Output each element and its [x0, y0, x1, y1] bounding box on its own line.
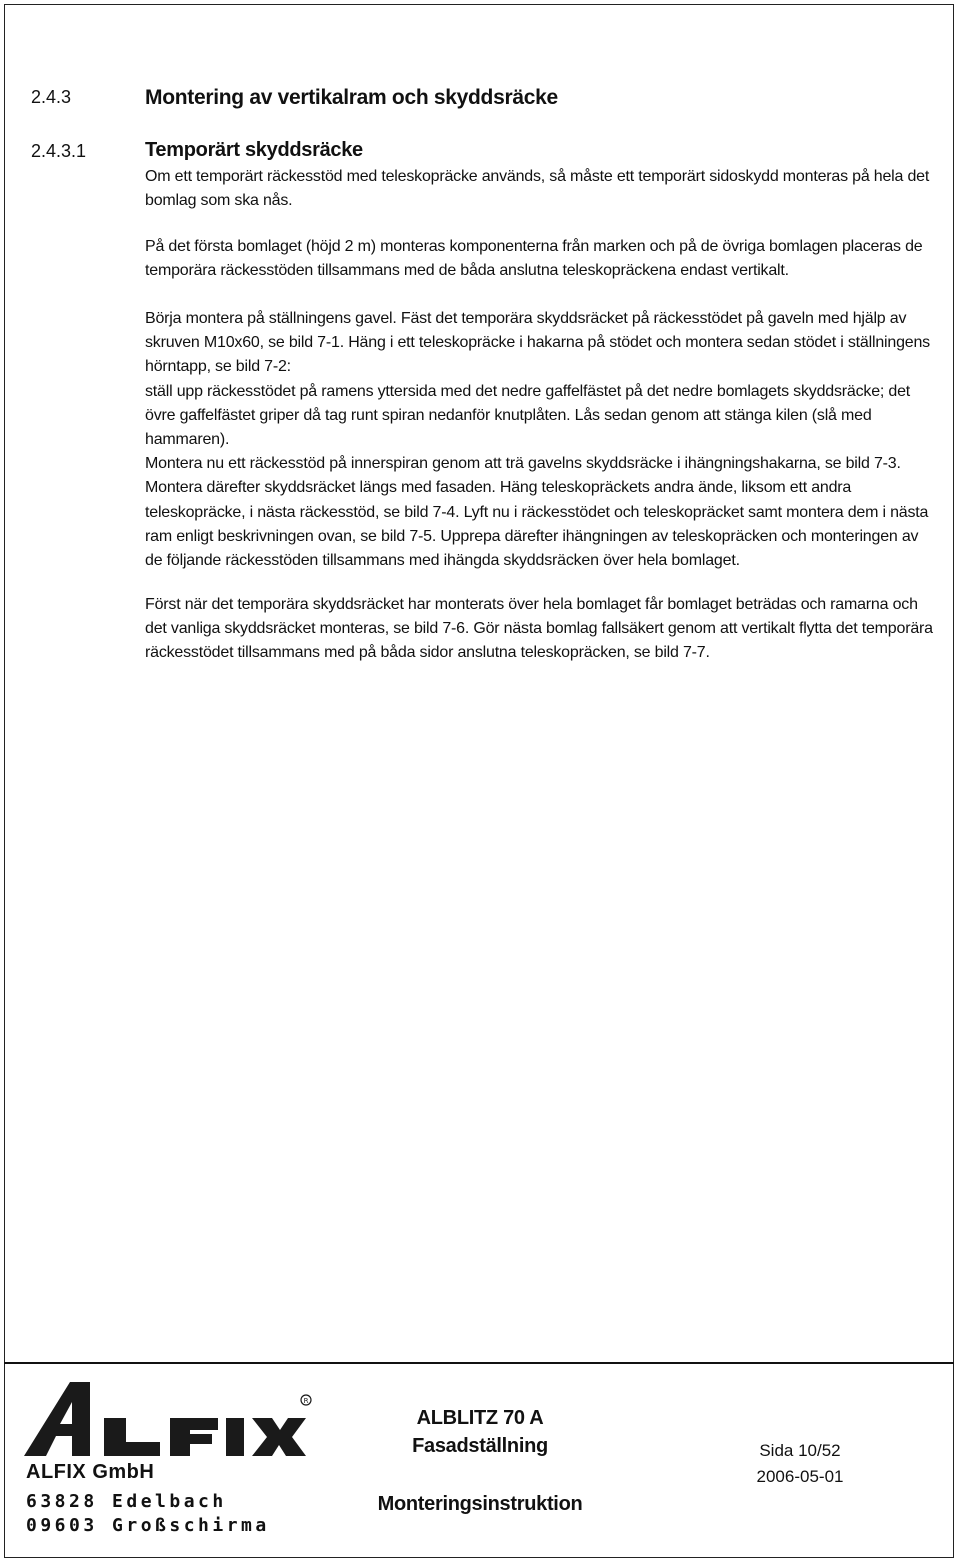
paragraph-first-bomlag: På det första bomlaget (höjd 2 m) monteras komponenterna från marken och på de övriga bomlagen placeras de temporära räckesstöden tillsammans med de båda anslutna teleskopräckena endast vertikalt.: [145, 238, 923, 280]
alfix-wordmark-logo: [22, 1378, 312, 1458]
logo-address-line-2: 09603 Großschirma: [26, 1515, 270, 1536]
svg-text:R: R: [303, 1397, 309, 1405]
subsection-number: 2.4.3.1: [31, 141, 87, 161]
section-title: Montering av vertikalram och skyddsräcke: [145, 86, 558, 109]
footer-date: 2006-05-01: [756, 1467, 844, 1486]
subsection-title: Temporärt skyddsräcke: [145, 139, 363, 161]
footer-document-type: Monteringsinstruktion: [377, 1493, 583, 1515]
paragraph-final: Först när det temporära skyddsräcket har monterats över hela bomlaget får bomlaget beträdas och ramarna och det vanliga skyddsräcket monteras, se bild 7-6. Gör nästa bomlag fallsäkert genom att vertikalt flytta det temporära räckesstödet tillsammans med på båda sidor anslutna teleskopräcken, se bild 7-7.: [145, 596, 933, 662]
assembly-step-continuation: Montera nu ett räckesstöd på innerspiran genom att trä gavelns skyddsräcke i ihängningshakarna, se bild 7-3. Montera därefter skyddsräcket längs med fasaden. Häng teleskopräckets andra ände, liksom ett andra teleskopräcke, i nästa räckesstöd, se bild 7-4. Lyft nu i räckesstödet och teleskopräcket samt montera dem i nästa ram enligt beskrivningen ovan, se bild 7-5. Upprepa därefter ihängningen av teleskopräcken och monteringen av de följande räckesstöden tillsammans med ihängda skyddsräcken över hela bomlaget.: [145, 455, 929, 570]
footer-product-name: ALBLITZ 70 A: [416, 1407, 544, 1429]
assembly-step-gavel: Börja montera på ställningens gavel. Fäst det temporära skyddsräcket på räckesstödet på gaveln med hjälp av skruven M10x60, se bild 7-1. Häng i ett teleskopräcke i hakarna på stödet och montera sedan stödet i ställningens hörntapp, se bild 7-2:: [145, 310, 930, 376]
section-number: 2.4.3: [31, 87, 72, 107]
intro-paragraph: Om ett temporärt räckesstöd med teleskopräcke används, så måste ett temporärt sidoskydd monteras på hela det bomlag som ska nås.: [145, 168, 930, 210]
footer-product-type: Fasadställning: [412, 1435, 548, 1457]
paragraph-assembly-steps: [145, 307, 935, 573]
footer-divider: [4, 1362, 954, 1364]
logo-address-line-1: 63828 Edelbach: [26, 1491, 227, 1512]
footer-page-number: Sida 10/52: [759, 1441, 841, 1460]
alfix-logo: [22, 1378, 312, 1538]
assembly-step-placement: ställ upp räckesstödet på ramens yttersida med det nedre gaffelfästet på det nedre bomlagets skyddsräcke; det övre gaffelfästet griper då tag runt spiran nedanför knutplåten. Lås sedan genom att stänga kilen (slå med hammaren).: [145, 382, 911, 449]
logo-company-name: ALFIX GmbH: [26, 1461, 155, 1483]
